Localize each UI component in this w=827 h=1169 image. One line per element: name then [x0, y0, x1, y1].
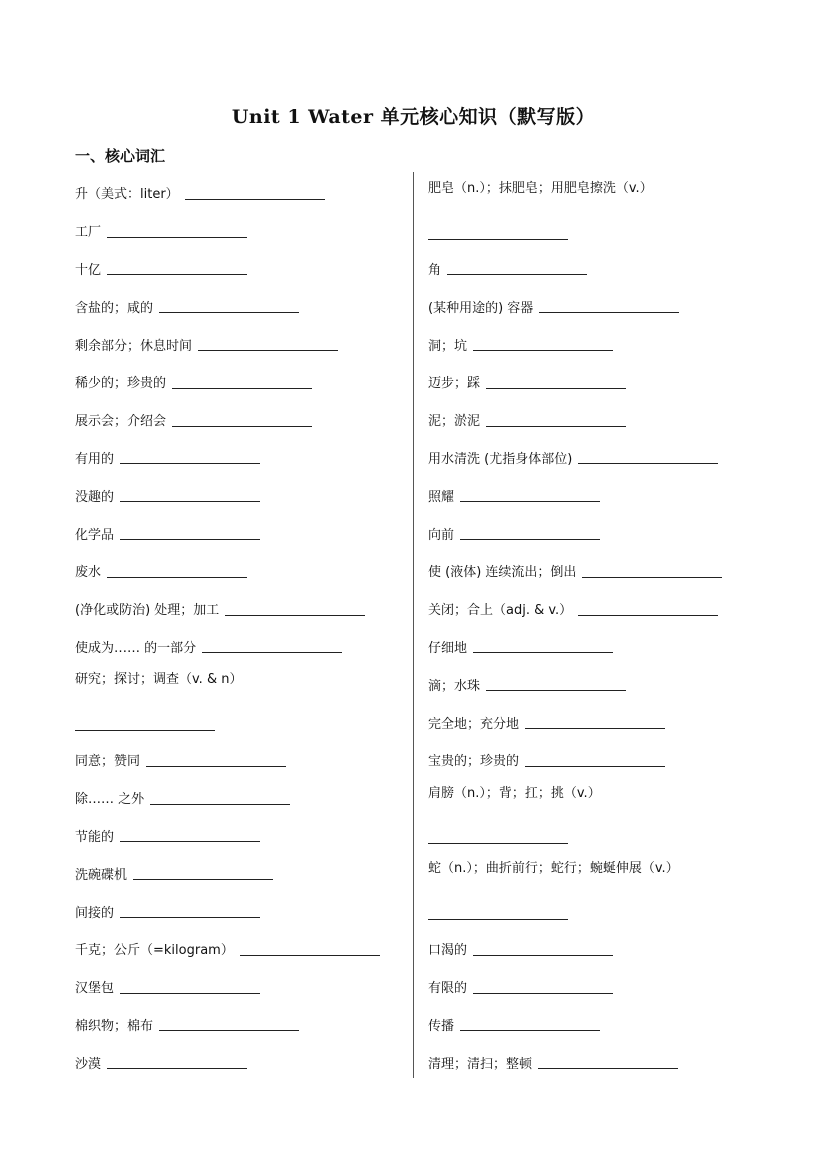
- answer-blank[interactable]: [107, 1055, 247, 1069]
- vocab-item: [75, 514, 387, 552]
- vocab-item: [75, 287, 387, 325]
- answer-blank[interactable]: [75, 717, 215, 731]
- page-title: Unit 1 Water 单元核心知识（默写版）: [231, 106, 596, 128]
- answer-blank[interactable]: [447, 261, 587, 275]
- vocab-item: [75, 1006, 387, 1044]
- vocab-prompt: 洞；坑: [428, 338, 468, 354]
- vocab-prompt: 宝贵的；珍贵的: [428, 754, 520, 770]
- vocab-item: [75, 363, 387, 401]
- vocab-item: [75, 968, 387, 1006]
- vocab-prompt: 泥；淤泥: [428, 414, 481, 430]
- answer-blank[interactable]: [428, 226, 568, 240]
- answer-blank[interactable]: [460, 1017, 600, 1031]
- answer-blank[interactable]: [120, 980, 260, 994]
- vocab-item: [428, 930, 748, 968]
- answer-blank[interactable]: [107, 224, 247, 238]
- vocab-item: [428, 439, 748, 477]
- vocab-prompt: 滴；水珠: [428, 678, 481, 694]
- vocab-prompt: 千克；公斤（=kilogram）: [75, 943, 234, 959]
- vocab-item: [75, 590, 387, 628]
- answer-blank[interactable]: [486, 677, 626, 691]
- vocab-item: [75, 779, 387, 817]
- vocab-item: [75, 439, 387, 477]
- vocab-prompt: 照耀: [428, 489, 455, 505]
- vocab-prompt: 稀少的；珍贵的: [75, 376, 167, 392]
- vocab-prompt: 肥皂（n.）；抹肥皂；用肥皂擦洗（v.）: [428, 181, 653, 196]
- vocab-prompt: 仔细地: [428, 640, 468, 656]
- answer-blank[interactable]: [539, 299, 679, 313]
- vocab-prompt: 有用的: [75, 451, 115, 467]
- answer-blank[interactable]: [146, 753, 286, 767]
- vocab-prompt: 传播: [428, 1018, 455, 1034]
- vocab-item: [428, 476, 748, 514]
- vocab-prompt: 向前: [428, 527, 455, 543]
- vocab-item: [428, 779, 748, 855]
- section-heading: 一、核心词汇: [75, 147, 166, 165]
- answer-blank[interactable]: [578, 602, 718, 616]
- vocab-prompt: 升（美式：liter）: [75, 187, 179, 203]
- vocab-item: [75, 1043, 387, 1081]
- vocab-item: [75, 401, 387, 439]
- vocab-item: [75, 817, 387, 855]
- vocab-item: [428, 552, 748, 590]
- answer-blank[interactable]: [107, 564, 247, 578]
- answer-blank[interactable]: [198, 337, 338, 351]
- vocab-item: [428, 401, 748, 439]
- vocab-item: [75, 552, 387, 590]
- vocab-item: [428, 363, 748, 401]
- answer-blank[interactable]: [473, 980, 613, 994]
- answer-blank[interactable]: [120, 488, 260, 502]
- vocab-item: [75, 325, 387, 363]
- answer-blank[interactable]: [159, 1017, 299, 1031]
- vocab-item: [75, 628, 387, 666]
- answer-blank[interactable]: [120, 450, 260, 464]
- vocab-item: [428, 628, 748, 666]
- vocab-item: [428, 287, 748, 325]
- vocab-item: [75, 212, 387, 250]
- vocab-prompt: 化学品: [75, 527, 115, 543]
- vocab-prompt: 间接的: [75, 905, 115, 921]
- vocab-item: [75, 250, 387, 288]
- answer-blank[interactable]: [428, 830, 568, 844]
- answer-blank[interactable]: [159, 299, 299, 313]
- vocab-prompt: (净化或防治) 处理；加工: [75, 603, 220, 619]
- vocab-prompt: 棉织物；棉布: [75, 1018, 154, 1034]
- left-vocab-column: [75, 174, 387, 1081]
- vocab-prompt: 洗碗碟机: [75, 867, 128, 883]
- vocab-prompt: 角: [428, 262, 442, 278]
- right-vocab-column: [428, 174, 748, 1081]
- vocab-item: [428, 665, 748, 703]
- vocab-item: [75, 892, 387, 930]
- vocab-item: [428, 250, 748, 288]
- vocab-prompt: (某种用途的) 容器: [428, 300, 534, 316]
- vocab-item: [428, 703, 748, 741]
- vocab-prompt: 沙漠: [75, 1056, 102, 1072]
- vocab-prompt: 十亿: [75, 262, 102, 278]
- vocab-item: [428, 174, 748, 250]
- vocab-prompt: 用水清洗 (尤指身体部位): [428, 451, 573, 467]
- column-divider: [413, 172, 414, 1078]
- vocab-prompt: 关闭；合上（adj. & v.）: [428, 603, 573, 619]
- answer-blank[interactable]: [428, 906, 568, 920]
- answer-blank[interactable]: [473, 337, 613, 351]
- answer-blank[interactable]: [578, 450, 718, 464]
- answer-blank[interactable]: [460, 526, 600, 540]
- answer-blank[interactable]: [133, 866, 273, 880]
- vocab-prompt: 有限的: [428, 981, 468, 997]
- vocab-prompt: 使成为…… 的一部分: [75, 640, 197, 656]
- vocab-item: [428, 854, 748, 930]
- answer-blank[interactable]: [582, 564, 722, 578]
- answer-blank[interactable]: [172, 413, 312, 427]
- vocab-item: [428, 325, 748, 363]
- vocab-prompt: 迈步；踩: [428, 376, 481, 392]
- vocab-prompt: 展示会；介绍会: [75, 414, 167, 430]
- answer-blank[interactable]: [486, 413, 626, 427]
- vocab-prompt: 工厂: [75, 225, 102, 241]
- answer-blank[interactable]: [538, 1055, 678, 1069]
- answer-blank[interactable]: [107, 261, 247, 275]
- vocab-prompt: 废水: [75, 565, 102, 581]
- answer-blank[interactable]: [486, 375, 626, 389]
- vocab-item: [428, 1006, 748, 1044]
- answer-blank[interactable]: [473, 639, 613, 653]
- answer-blank[interactable]: [202, 639, 342, 653]
- vocab-item: [75, 854, 387, 892]
- vocab-prompt: 同意；赞同: [75, 754, 141, 770]
- answer-blank[interactable]: [120, 828, 260, 842]
- answer-blank[interactable]: [225, 602, 365, 616]
- vocab-prompt: 含盐的；咸的: [75, 300, 154, 316]
- vocab-item: [75, 174, 387, 212]
- vocab-item: [428, 590, 748, 628]
- answer-blank[interactable]: [120, 526, 260, 540]
- answer-blank[interactable]: [150, 791, 290, 805]
- vocab-prompt: 肩膀（n.）；背；扛；挑（v.）: [428, 785, 601, 801]
- answer-blank[interactable]: [120, 904, 260, 918]
- vocab-prompt: 除…… 之外: [75, 792, 145, 808]
- vocab-prompt: 蛇（n.）；曲折前行；蛇行；蜿蜒伸展（v.）: [428, 861, 679, 877]
- answer-blank[interactable]: [172, 375, 312, 389]
- vocab-item: [75, 476, 387, 514]
- vocab-item: [428, 968, 748, 1006]
- vocab-item: [75, 930, 387, 968]
- answer-blank[interactable]: [525, 753, 665, 767]
- answer-blank[interactable]: [460, 488, 600, 502]
- answer-blank[interactable]: [525, 715, 665, 729]
- vocab-item: [75, 665, 387, 741]
- vocab-prompt: 节能的: [75, 829, 115, 845]
- vocab-prompt: 没趣的: [75, 489, 115, 505]
- vocab-item: [75, 741, 387, 779]
- vocab-item: [428, 741, 748, 779]
- vocab-prompt: 清理；清扫；整顿: [428, 1056, 533, 1072]
- answer-blank[interactable]: [473, 942, 613, 956]
- answer-blank[interactable]: [240, 942, 380, 956]
- vocab-prompt: 研究；探讨；调查（v. & n）: [75, 672, 243, 688]
- vocab-prompt: 剩余部分；休息时间: [75, 338, 193, 354]
- vocab-item: [428, 1043, 748, 1081]
- vocab-item: [428, 514, 748, 552]
- vocab-prompt: 口渴的: [428, 943, 468, 959]
- answer-blank[interactable]: [185, 186, 325, 200]
- vocab-prompt: 汉堡包: [75, 981, 115, 997]
- vocab-prompt: 使 (液体) 连续流出；倒出: [428, 565, 577, 581]
- vocab-prompt: 完全地；充分地: [428, 716, 520, 732]
